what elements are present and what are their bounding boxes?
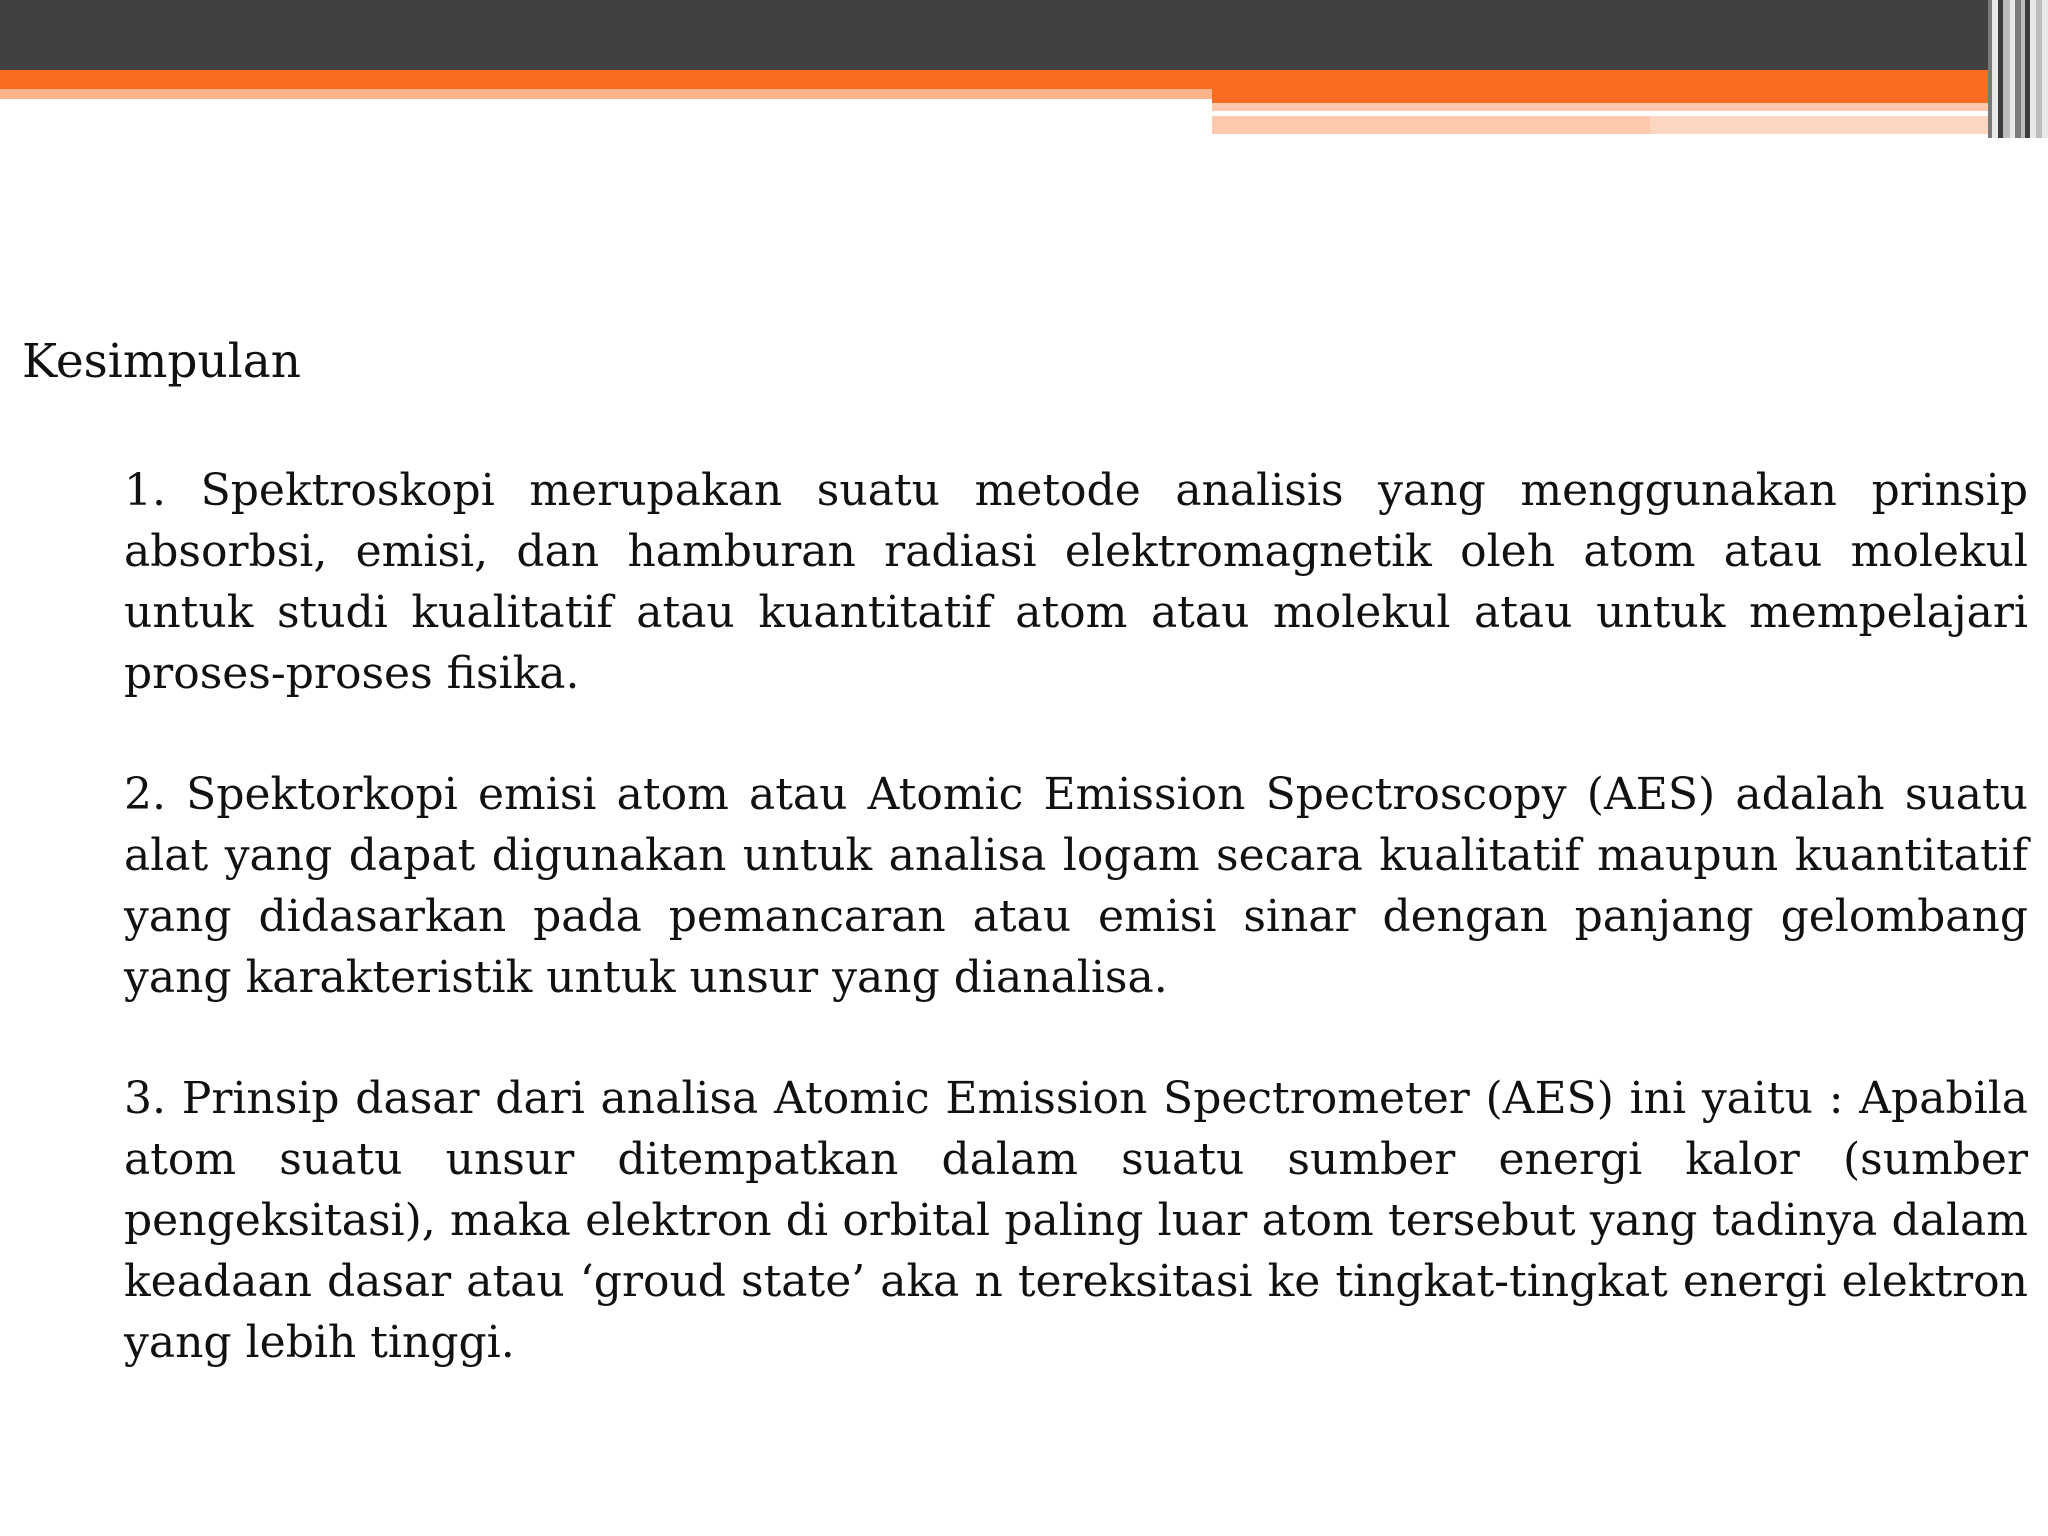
header-stripe: [2003, 0, 2010, 138]
header-band-pale: [1212, 103, 2048, 111]
header-stripe: [2042, 0, 2048, 138]
header-band-orange: [0, 70, 2048, 89]
conclusion-point-3: 3. Prinsip dasar dari analisa Atomic Emission Spectrometer (AES) ini yaitu : Apabila atom suatu unsur ditempatkan dalam suatu sumber energi kalor (sumber pengeksitasi), maka elektron di orbital paling luar atom tersebut yang tadinya dalam keadaan dasar atau ‘groud state’ aka n tereksitasi ke tingkat-tingkat energi elektron yang lebih tinggi.: [124, 1073, 2028, 1368]
header-band-orange-light: [0, 89, 1212, 99]
header-stripes: [1988, 0, 2048, 138]
header-band-orange-right: [1212, 89, 2048, 103]
header-band-dark: [0, 0, 2048, 70]
slide-body: [124, 460, 2028, 1433]
conclusion-point-1: 1. Spektroskopi merupakan suatu metode analisis yang menggunakan prinsip absorbsi, emisi, dan hamburan radiasi elektromagnetik oleh atom atau molekul untuk studi kualitatif atau kuantitatif atom atau molekul atau untuk mempelajari proses-proses fisika.: [124, 465, 2028, 699]
slide-title: Kesimpulan: [22, 334, 302, 389]
header-band-divider: [1212, 134, 2048, 138]
conclusion-point-2: 2. Spektorkopi emisi atom atau Atomic Emission Spectroscopy (AES) adalah suatu alat yang dapat digunakan untuk analisa logam secara kualitatif maupun kuantitatif yang didasarkan pada pemancaran atau emisi sinar dengan panjang gelombang yang karakteristik untuk unsur yang dianalisa.: [124, 769, 2028, 1003]
